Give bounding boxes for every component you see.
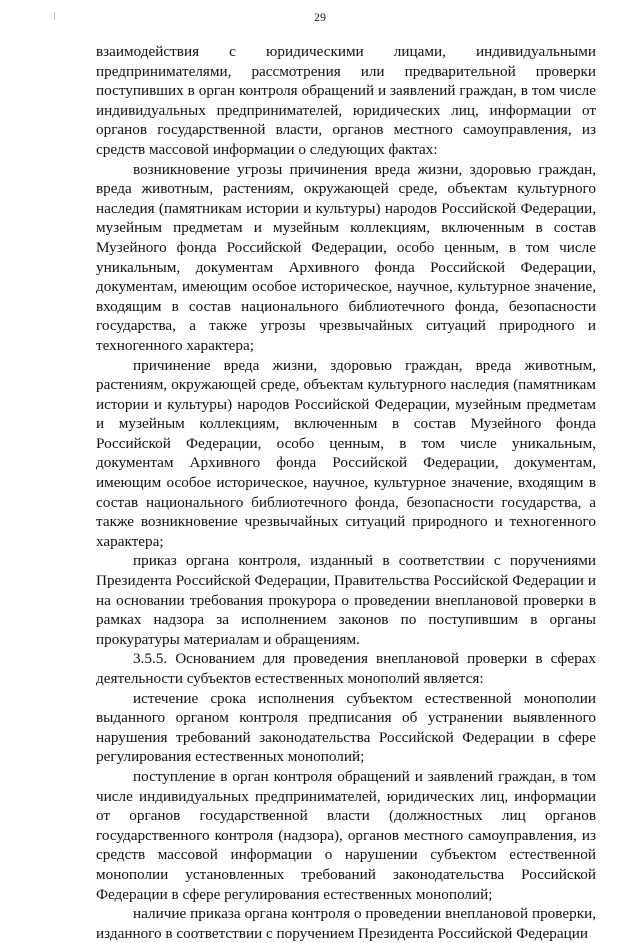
paragraph-continuation: взаимодействия с юридическими лицами, индивидуальными предпринимателями, рассмотрения или предварительной проверки поступивших в орган контроля обращений и заявлений граждан, в том числе индивидуальных предпринимателей, юридических лиц, информации от органов государственной власти, органов местного самоуправления, из средств массовой информации о следующих фактах: [96,43,596,158]
paragraph-threat-of-harm: возникновение угрозы причинения вреда жизни, здоровью граждан, вреда животным, растениям, окружающей среде, объектам культурного наследия (памятникам истории и культуры) народов Российской Федерации, музейным предметам и музейным коллекциям, включенным в состав Музейного фонда Российской Федерации, особо ценным, в том числе уникальным, документам Архивного фонда Российской Федерации, документам, имеющим особое историческое, научное, культурное значение, входящим в состав национального библиотечного фонда, безопасности государства, а также угрозы чрезвычайных ситуаций природного и техногенного характера; [96,160,596,354]
paragraph-order-presence: наличие приказа органа контроля о проведении внеплановой проверки, изданного в соответствии с поручением Президента Российской Федерации [96,905,596,942]
body-text [96,42,596,943]
paragraph-receipt-of-appeals: поступление в орган контроля обращений и заявлений граждан, в том числе индивидуальных предпринимателей, юридических лиц, информации от органов государственной власти (должностных лиц органов государственного контроля (надзора), органов местного самоуправления, из средств массовой информации о нарушении субъектом естественной монополии установленных требований законодательства Российской Федерации в сфере регулирования естественных монополий; [96,767,596,903]
paragraph-expiry-of-term: истечение срока исполнения субъектом естественной монополии выданного органом контроля предписания об устранении выявленного нарушения требований законодательства Российской Федерации в сфере регулирования естественных монополий; [96,689,596,766]
paragraph-section-3-5-5: 3.5.5. Основанием для проведения внеплановой проверки в сферах деятельности субъектов естественных монополий является: [96,650,596,687]
page-number: 29 [314,10,326,24]
paragraph-infliction-of-harm: причинение вреда жизни, здоровью граждан, вреда животным, растениям, окружающей среде, объектам культурного наследия (памятникам истории и культуры) народов Российской Федерации, музейным предметам и музейным коллекциям, включенным в состав Музейного фонда Российской Федерации, особо ценным, в том числе уникальным, документам Архивного фонда Российской Федерации, документам, имеющим особое историческое, научное, культурное значение, входящим в состав национального библиотечного фонда, безопасности государства, а также возникновение чрезвычайных ситуаций природного и техногенного характера; [96,356,596,550]
paragraph-control-order: приказ органа контроля, изданный в соответствии с поручениями Президента Российской Федерации, Правительства Российской Федерации и на основании требования прокурора о проведении внеплановой проверки в рамках надзора за исполнением законов по поступившим в органы прокуратуры материалам и обращениям. [96,552,596,648]
